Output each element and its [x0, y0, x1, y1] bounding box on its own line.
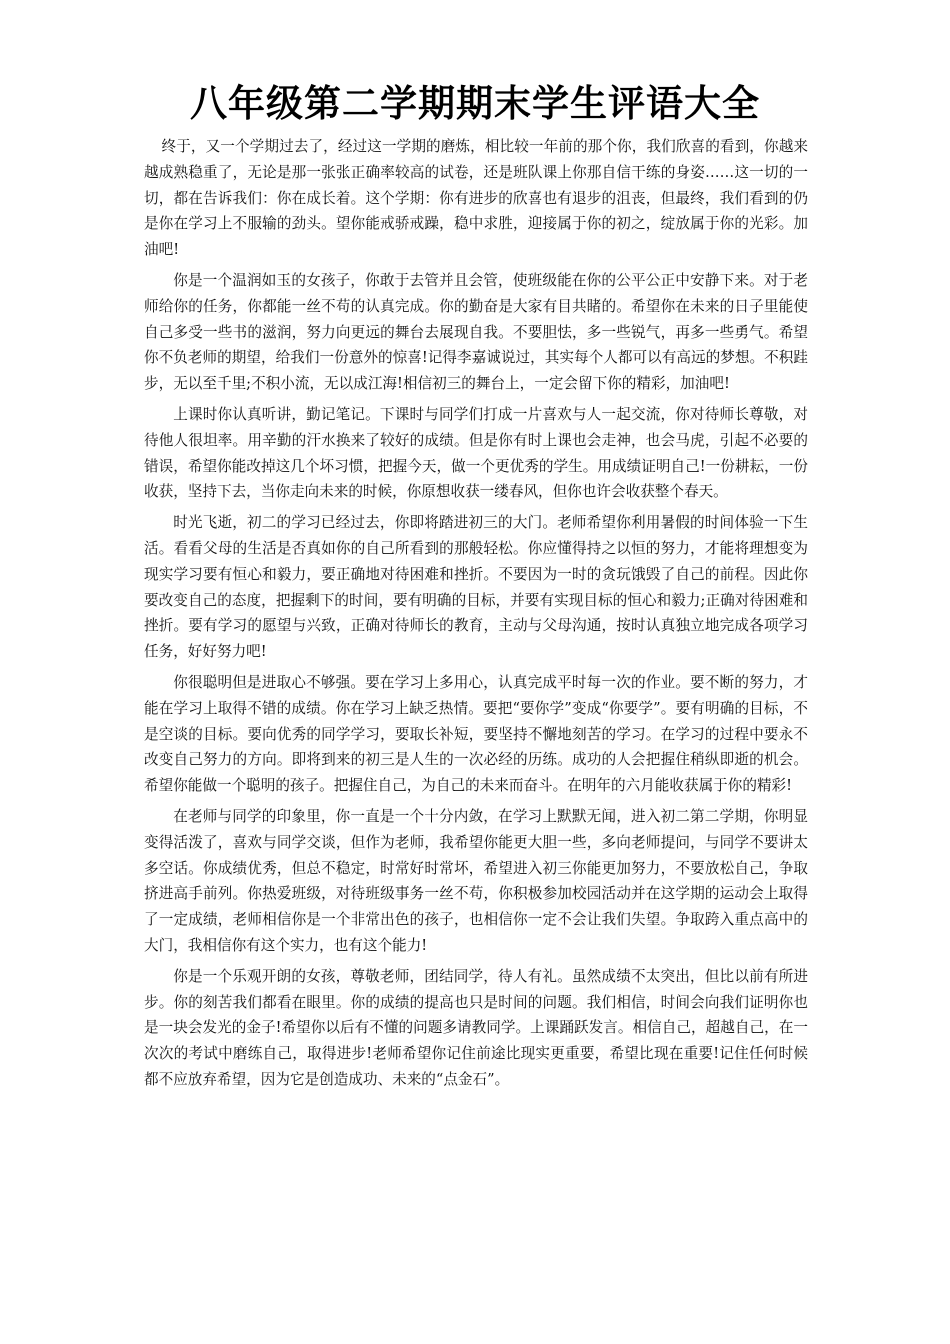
- page-title: 八年级第二学期期末学生评语大全: [190, 82, 760, 125]
- document-body: [144, 134, 808, 1098]
- paragraph-1: 终于，又一个学期过去了，经过这一学期的磨炼，相比较一年前的那个你，我们欣喜的看到，你越来越成熟稳重了，无论是那一张张正确率较高的试卷，还是班队课上你那自信干练的身姿……这一切的一切，都在告诉我们：你在成长着。这个学期：你有进步的欣喜也有退步的沮丧，但最终，我们看到的仍是你在学习上不服输的劲头。望你能戒骄戒躁，稳中求胜，迎接属于你的初之，绽放属于你的光彩。加油吧!: [144, 138, 808, 259]
- paragraph-6: 在老师与同学的印象里，你一直是一个十分内敛，在学习上默默无闻，进入初二第二学期，你明显变得活泼了，喜欢与同学交谈，但作为老师，我希望你能更大胆一些，多向老师提问，与同学不要讲太多空话。你成绩优秀，但总不稳定，时常好时常坏，希望进入初三你能更加努力，不要放松自己，争取挤进高手前列。你热爱班级，对待班级事务一丝不苟，你积极参加校园活动并在这学期的运动会上取得了一定成绩，老师相信你是一个非常出色的孩子，也相信你一定不会让我们失望。争取跨入重点高中的大门，我相信你有这个实力，也有这个能力!: [144, 807, 808, 954]
- paragraph-7: 你是一个乐观开朗的女孩，尊敬老师，团结同学，待人有礼。虽然成绩不太突出，但比以前有所进步。你的刻苦我们都看在眼里。你的成绩的提高也只是时间的问题。我们相信，时间会向我们证明你也是一块会发光的金子!希望你以后有不懂的问题多请教同学。上课踊跃发言。相信自己，超越自己，在一次次的考试中磨练自己，取得进步!老师希望你记住前途比现实更重要，希望比现在重要!记住任何时候都不应放弃希望，因为它是创造成功、未来的“点金石”。: [144, 967, 808, 1088]
- paragraph-3: 上课时你认真听讲，勤记笔记。下课时与同学们打成一片喜欢与人一起交流，你对待师长尊敬，对待他人很坦率。用辛勤的汗水换来了较好的成绩。但是你有时上课也会走神，也会马虎，引起不必要的错误，希望你能改掉这几个坏习惯，把握今天，做一个更优秀的学生。用成绩证明自己!一份耕耘，一份收获，坚持下去，当你走向未来的时候，你原想收获一缕春风，但你也许会收获整个春天。: [144, 405, 808, 501]
- paragraph-4: 时光飞逝，初二的学习已经过去，你即将踏进初三的大门。老师希望你利用暑假的时间体验一下生活。看看父母的生活是否真如你的自己所看到的那般轻松。你应懂得持之以恒的努力，才能将理想变为现实学习要有恒心和毅力，要正确地对待困难和挫折。不要因为一时的贪玩饿毁了自己的前程。因此你要改变自己的态度，把握剩下的时间，要有明确的目标，并要有实现目标的恒心和毅力;正确对待困难和挫折。要有学习的愿望与兴致，正确对待师长的教育，主动与父母沟通，按时认真独立地完成各项学习任务，好好努力吧!: [144, 514, 808, 661]
- paragraph-2: 你是一个温润如玉的女孩子，你敢于去管并且会管，使班级能在你的公平公正中安静下来。对于老师给你的任务，你都能一丝不苟的认真完成。你的勤奋是大家有目共睹的。希望你在未来的日子里能使自己多受一些书的滋润，努力向更远的舞台去展现自我。不要胆怯，多一些锐气，再多一些勇气。希望你不负老师的期望，给我们一份意外的惊喜!记得李嘉诚说过，其实每个人都可以有高远的梦想。不积跬步，无以至千里;不积小流，无以成江海!相信初三的舞台上，一定会留下你的精彩，加油吧!: [144, 271, 808, 393]
- paragraph-5: 你很聪明但是进取心不够强。要在学习上多用心，认真完成平时每一次的作业。要不断的努力，才能在学习上取得不错的成绩。你在学习上缺乏热情。要把“要你学”变成“你要学”。要有明确的目标，不是空谈的目标。要向优秀的同学学习，要取长补短，要坚持不懈地刻苦的学习。在学习的过程中要永不改变自己努力的方向。即将到来的初三是人生的一次必经的历练。成功的人会把握住稍纵即逝的机会。希望你能做一个聪明的孩子。把握住自己，为自己的未来而奋斗。在明年的六月能收获属于你的精彩!: [144, 673, 808, 795]
